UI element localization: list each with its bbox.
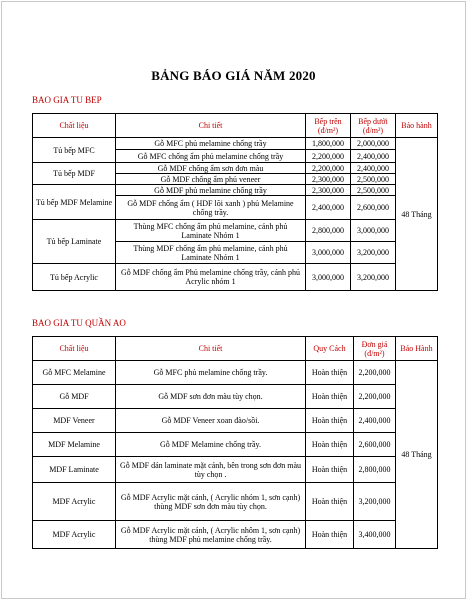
table-row [33, 185, 438, 196]
material-cell: MDF Laminate [33, 457, 116, 483]
upper-price-cell: 3,000,000 [306, 242, 351, 264]
section-title-wardrobe: BAO GIA TU QUẦN AO [32, 318, 126, 328]
price-sheet-page [1, 1, 466, 599]
table-row [33, 220, 438, 242]
material-cell: MDF Veneer [33, 409, 116, 433]
header-price: Đơn giá (đ/m²) [354, 337, 396, 361]
price-cell: 2,600,000 [354, 433, 396, 457]
material-cell: Tủ bếp MDF Melamine [33, 185, 116, 220]
upper-price-cell: 1,800,000 [306, 138, 351, 150]
warranty-cell: 48 Tháng [396, 361, 438, 549]
warranty-cell: 48 Tháng [396, 138, 438, 291]
lower-price-cell: 2,400,000 [351, 150, 396, 163]
detail-cell: Gỗ MDF dán laminate mặt cánh, bên trong sơn đơn màu tùy chọn . [116, 457, 306, 483]
header-lower: Bếp dưới (đ/m²) [351, 114, 396, 138]
table-row [33, 163, 438, 174]
header-detail: Chi tiết [116, 337, 306, 361]
table-row [33, 409, 438, 433]
kitchen-cabinet-price-table [32, 113, 438, 291]
lower-price-cell: 3,200,000 [351, 264, 396, 291]
price-cell: 2,400,000 [354, 409, 396, 433]
header-warranty: Bảo hành [396, 114, 438, 138]
lower-price-cell: 2,500,000 [351, 185, 396, 196]
lower-price-cell: 2,500,000 [351, 174, 396, 185]
lower-price-cell: 3,200,000 [351, 242, 396, 264]
material-cell: MDF Acrylic [33, 521, 116, 549]
table-row [33, 433, 438, 457]
detail-cell: Gỗ MDF chống ẩm phủ veneer [116, 174, 306, 185]
price-cell: 3,400,000 [354, 521, 396, 549]
spec-cell: Hoàn thiện [306, 457, 354, 483]
upper-price-cell: 2,300,000 [306, 185, 351, 196]
table-row [33, 138, 438, 150]
detail-cell: Gỗ MDF Acrylic mặt cánh, ( Acrylic nhôm 1, sơn cạnh) thùng MDF phủ melamine chống trầy. [116, 521, 306, 549]
upper-price-cell: 2,200,000 [306, 150, 351, 163]
material-cell: Tủ bếp MFC [33, 138, 116, 163]
material-cell: MDF Melamine [33, 433, 116, 457]
detail-cell: Thùng MFC chống ẩm phủ melamine, cánh phủ Laminate Nhóm 1 [116, 220, 306, 242]
table-row [33, 385, 438, 409]
upper-price-cell: 2,800,000 [306, 220, 351, 242]
upper-price-cell: 2,400,000 [306, 196, 351, 220]
detail-cell: Gỗ MDF sơn đơn màu tùy chọn. [116, 385, 306, 409]
spec-cell: Hoàn thiện [306, 483, 354, 521]
lower-price-cell: 2,000,000 [351, 138, 396, 150]
section-title-kitchen: BAO GIA TU BEP [32, 95, 102, 105]
price-cell: 2,800,000 [354, 457, 396, 483]
detail-cell: Gỗ MDF Acrylic mặt cánh, ( Acrylic nhóm 1, sơn cạnh) thùng MDF sơn đơn màu tùy chọn. [116, 483, 306, 521]
detail-cell: Gỗ MDF chống ẩm Phủ melamine chống trầy, cánh phủ Acrylic nhóm 1 [116, 264, 306, 291]
spec-cell: Hoàn thiện [306, 361, 354, 385]
material-cell: MDF Acrylic [33, 483, 116, 521]
table-header-row [33, 114, 438, 138]
header-spec: Quy Cách [306, 337, 354, 361]
price-cell: 2,200,000 [354, 361, 396, 385]
table-header-row [33, 337, 438, 361]
upper-price-cell: 3,000,000 [306, 264, 351, 291]
lower-price-cell: 2,600,000 [351, 196, 396, 220]
upper-price-cell: 2,200,000 [306, 163, 351, 174]
price-cell: 2,200,000 [354, 385, 396, 409]
material-cell: Tủ bếp MDF [33, 163, 116, 185]
material-cell: Tủ bếp Acrylic [33, 264, 116, 291]
spec-cell: Hoàn thiện [306, 385, 354, 409]
price-cell: 3,200,000 [354, 483, 396, 521]
table-row [33, 361, 438, 385]
detail-cell: Gỗ MDF Veneer xoan đào/sồi. [116, 409, 306, 433]
detail-cell: Gỗ MDF Melamine chống trầy. [116, 433, 306, 457]
spec-cell: Hoàn thiện [306, 521, 354, 549]
page-title: BẢNG BÁO GIÁ NĂM 2020 [151, 68, 316, 83]
header-material: Chất liệu [33, 337, 116, 361]
header-material: Chất liệu [33, 114, 116, 138]
header-upper: Bếp trên (đ/m²) [306, 114, 351, 138]
lower-price-cell: 2,400,000 [351, 163, 396, 174]
header-warranty: Bảo Hành [396, 337, 438, 361]
detail-cell: Gỗ MDF phủ melamine chống trầy [116, 185, 306, 196]
lower-price-cell: 3,000,000 [351, 220, 396, 242]
detail-cell: Gỗ MDF chống ẩm sơn đơn màu [116, 163, 306, 174]
table-row [33, 483, 438, 521]
spec-cell: Hoàn thiện [306, 433, 354, 457]
detail-cell: Gỗ MDF chống ẩm ( HDF lõi xanh ) phủ Melamine chống trầy. [116, 196, 306, 220]
detail-cell: Thùng MDF chống ẩm phủ melamine, cánh phủ Laminate Nhóm 1 [116, 242, 306, 264]
detail-cell: Gỗ MFC phủ melamine chống trầy. [116, 361, 306, 385]
wardrobe-price-table [32, 336, 438, 549]
spec-cell: Hoàn thiện [306, 409, 354, 433]
material-cell: Tủ bếp Laminate [33, 220, 116, 264]
table-row [33, 521, 438, 549]
material-cell: Gỗ MDF [33, 385, 116, 409]
detail-cell: Gỗ MFC phủ melamine chống trầy [116, 138, 306, 150]
header-detail: Chi tiết [116, 114, 306, 138]
table-row [33, 457, 438, 483]
material-cell: Gỗ MFC Melamine [33, 361, 116, 385]
detail-cell: Gỗ MFC chống ẩm phủ melamine chống trầy [116, 150, 306, 163]
table-row [33, 264, 438, 291]
upper-price-cell: 2,300,000 [306, 174, 351, 185]
